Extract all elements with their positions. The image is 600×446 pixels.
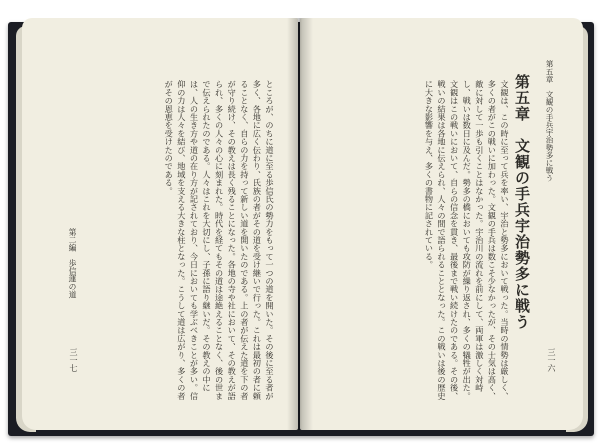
left-page-number: 三一七 — [69, 348, 78, 372]
right-page-number: 三一六 — [547, 348, 556, 372]
right-page-running-head: 第五章 文観の手兵宇治勢多に戦う — [545, 60, 554, 182]
left-page-body: ところが、のちに道に至る歩信氏の勢力をもって一つの道を開いた。その後に至る者が多く、各地に広く伝わり、氏族の者がその道を受け継いで行った。これは最初の者に頼ることなく、自らの力を持って新しい道を開いたのである。上の者が伝えた道を下の者が守り続け、その教えは長く残ることになった。各地の寺や社において、その教えが語られ、多くの人々の心に刻まれた。時代を経てもその道は途絶えることなく、後の世まで伝えられたのである。人々はこれを大切にし、子孫に語り継いだ。その教えの中には、人の生き方や道の在り方が記されており、今日においても学ぶべきことが多い。信仰の力は人々を結び、地域を支える大きな柱となった。こうして道は広がり、多くの者がその恩恵を受けたのである。 — [164, 80, 275, 400]
left-page — [22, 18, 298, 430]
chapter-title: 第五章 文観の手兵宇治勢多に戦う — [513, 74, 531, 330]
book-gutter — [287, 18, 313, 430]
left-page-running-head: 第二編 歩信運の道 — [68, 228, 77, 299]
right-page-body: 文観は、この時に至って兵を率い、宇治と勢多において戦った。当時の情勢は厳しく、多くの者がこの戦いに加わった。文観の手兵は数こそ少なかったが、その士気は高く、敵に対して一歩も引くことはなかった。宇治川の流れを前にして、両軍は激しく対峙し、戦いは数日に及んだ。勢多の橋においても攻防が繰り返され、多くの犠牲が出た。文観はこの戦いにおいて、自らの信念を貫き、最後まで戦い続けたのである。その後、戦いの結果は各地に伝えられ、人々の間で語られることとなった。この戦いは後の歴史に大きな影響を与え、多くの書物に記されている。 — [424, 80, 510, 400]
right-page — [300, 18, 583, 430]
